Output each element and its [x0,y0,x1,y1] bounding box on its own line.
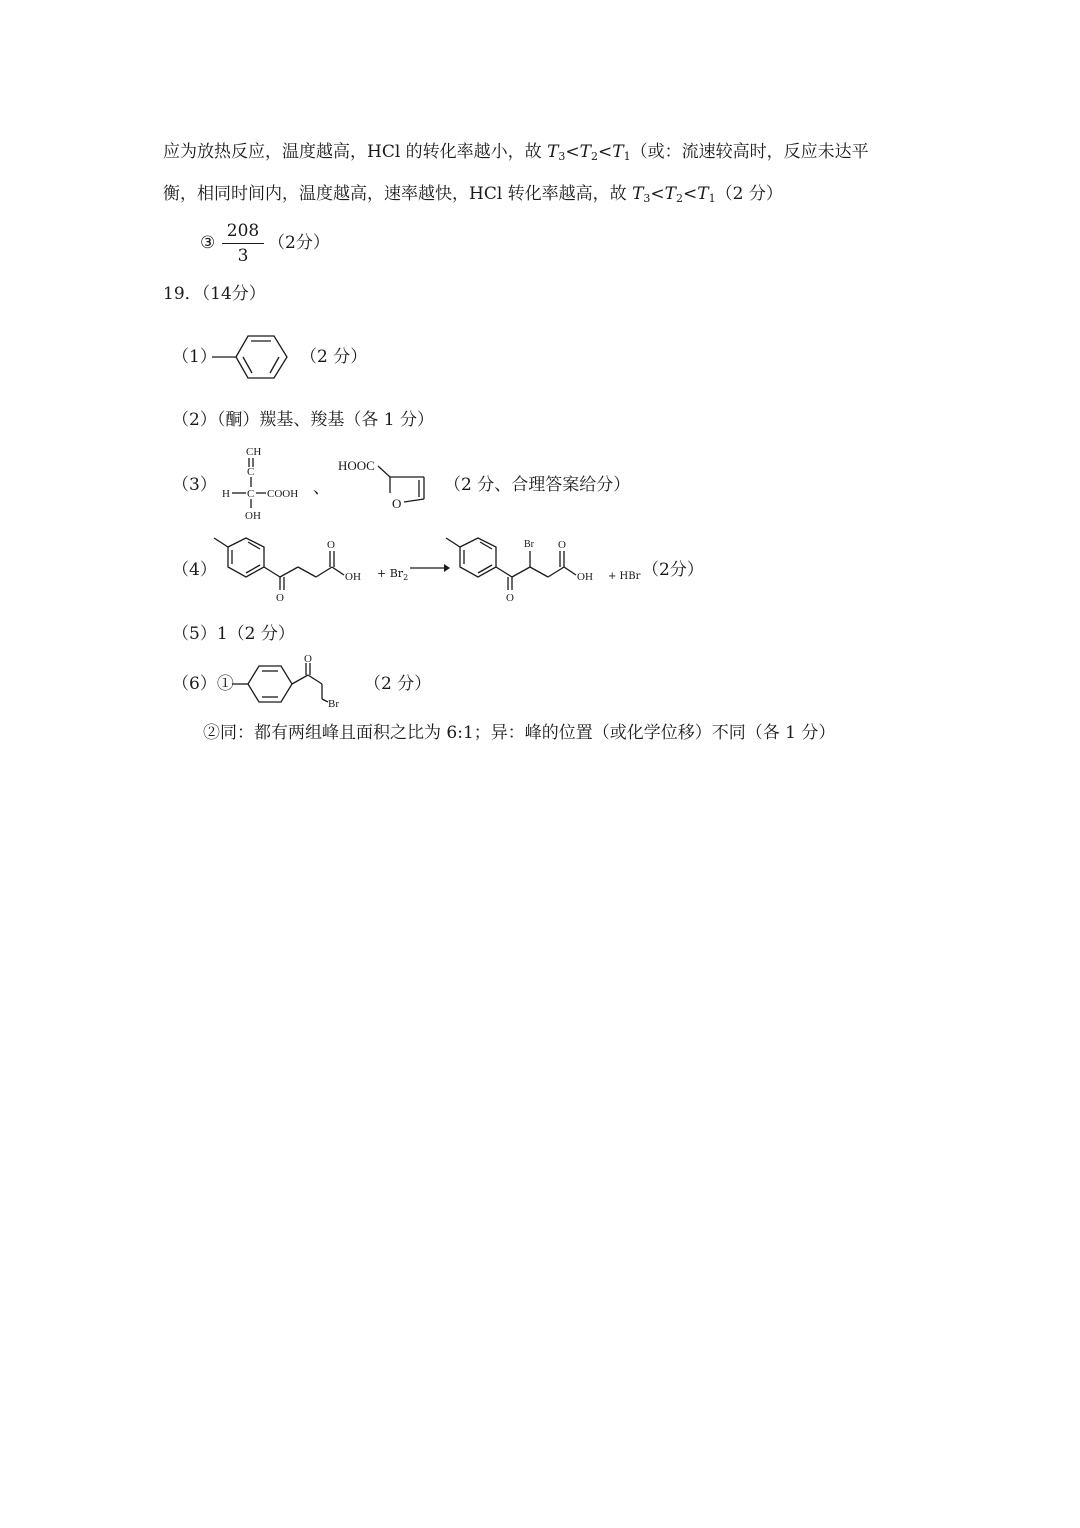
answer-4-label: （4） [172,560,217,580]
bromoacetophenone-structure [232,655,362,710]
answer-6-score: （2 分） [364,674,432,694]
svg-text:O: O [304,653,312,665]
svg-text:HOOC: HOOC [338,458,375,473]
answer-6-label: （6）① [172,674,234,694]
line-2-text: 衡，相同时间内，温度越高，速率越快，HCl 转化率越高，故 [163,184,633,204]
line-2-score: （2 分） [715,184,783,204]
svg-text:OH: OH [245,510,261,522]
answer-1-label: （1） [172,347,217,367]
toluene-structure [212,330,292,385]
svg-text:O: O [327,539,335,551]
fraction-208-3 [222,220,264,267]
structure-3a [222,445,312,525]
svg-text:CH: CH [246,446,262,458]
svg-text:COOH: COOH [267,488,299,500]
answer-3-score: （2 分、合理答案给分） [444,475,631,495]
svg-text:OH: OH [577,571,593,583]
svg-text:O: O [276,592,284,604]
svg-text:O: O [392,496,402,511]
svg-text:OH: OH [345,571,361,583]
answer-line-2: 衡，相同时间内，温度越高，速率越快，HCl 转化率越高，故 $T_3<T_2<T_1(2$ 分） [163,184,783,205]
product-bromo-keto-acid [444,535,604,605]
fraction-bar [222,243,264,244]
svg-text:Br: Br [328,698,339,710]
question-19-heading: 19．（14分） [163,284,266,304]
item-3-marker: ③ [200,233,216,253]
line-1-text: 应为放热反应，温度越高，HCl 的转化率越小，故 [163,142,548,162]
svg-text:Br: Br [524,539,534,550]
svg-text:O: O [506,592,514,604]
answer-3-label: （3） [172,475,217,495]
svg-text:C: C [247,488,255,500]
svg-text:O: O [558,539,566,551]
answer-4-score: （2分） [642,560,704,580]
byproduct-hbr: + HBr [608,571,641,582]
item-3-score: （2分） [268,233,330,253]
svg-text:C: C [247,466,255,478]
answer-6-part-2: ②同：都有两组峰且面积之比为 6:1；异：峰的位置（或化学位移）不同（各 1 分） [203,723,836,743]
answer-3-separator: 、 [313,478,330,498]
line-1-tail: （或：流速较高时，反应未达平 [630,142,869,162]
reagent-br2: + $Br_2$ [377,567,409,582]
fraction-denominator: 3 [237,246,249,266]
answer-1-score: （2 分） [300,347,368,367]
answer-2: （2）（酮）羰基、羧基（各 1 分） [172,410,434,430]
reactant-keto-acid [212,535,372,605]
fraction-numerator: 208 [226,221,260,241]
structure-3b-oxete [338,455,438,515]
answer-line-1: 应为放热反应，温度越高，HCl 的转化率越小，故 $T_3<T_2<T_1$（或：流速较高时，反应未达平 [163,142,869,163]
svg-text:H: H [222,488,230,500]
answer-5: （5）1（2 分） [172,624,295,644]
